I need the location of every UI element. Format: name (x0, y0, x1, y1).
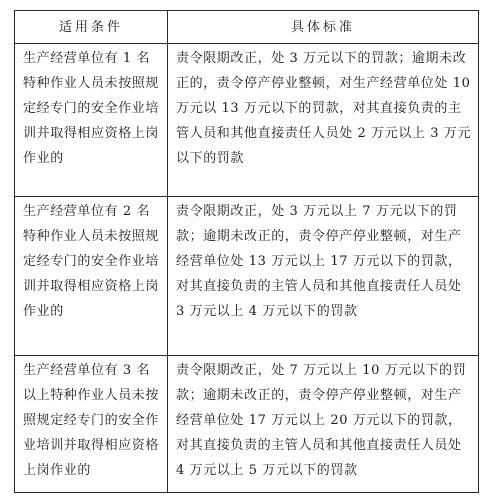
standard-cell: 责令限期改正，处 3 万元以下的罚款；逾期未改正的，责令停产停业整顿，对生产经营单位处 10 万元以 13 万元以下的罚款，对其直接负责的主管人员和其他直接责任人员处 2 万元以上 3 万元以下的罚款 (168, 44, 479, 197)
penalty-standards-table (14, 10, 479, 493)
table-row (15, 356, 479, 493)
standard-cell: 责令限期改正，处 3 万元以上 7 万元以下的罚款；逾期未改正的，责令停产停业整顿，对生产经营单位处 13 万元以上 17 万元以下的罚款，对其直接负责的主管人员和其他直接责任人员处 3 万元以上 4 万元以下的罚款 (168, 197, 479, 356)
header-applicable-conditions: 适用条件 (15, 11, 168, 44)
table-row (15, 197, 479, 356)
condition-cell: 生产经营单位有 3 名以上特种作业人员未按照规定经专门的安全作业培训并取得相应资格上岗作业的 (15, 356, 168, 493)
table-header-row (15, 11, 479, 44)
condition-cell: 生产经营单位有 1 名特种作业人员未按照规定经专门的安全作业培训并取得相应资格上岗作业的 (15, 44, 168, 197)
header-specific-standards: 具体标准 (168, 11, 479, 44)
table-row (15, 44, 479, 197)
standard-cell: 责令限期改正，处 7 万元以上 10 万元以下的罚款；逾期未改正的，责令停产停业整顿，对生产经营单位处 17 万元以上 20 万元以下的罚款，对其直接负责的主管人员和其他直接责任人员处 4 万元以上 5 万元以下的罚款 (168, 356, 479, 493)
condition-cell: 生产经营单位有 2 名特种作业人员未按照规定经专门的安全作业培训并取得相应资格上岗作业的 (15, 197, 168, 356)
document-page (14, 10, 478, 493)
